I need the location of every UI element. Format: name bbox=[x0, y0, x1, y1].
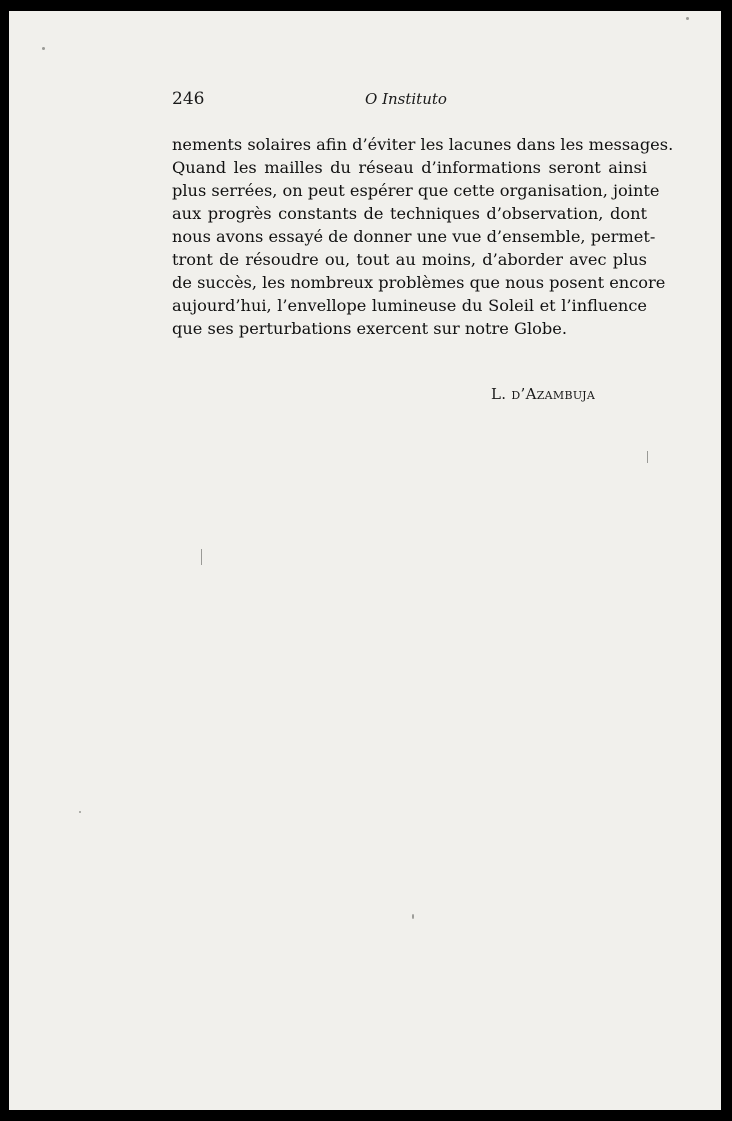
text-line: nous avons essayé de donner une vue d’ensemble, permet- bbox=[172, 227, 656, 246]
text-line: aux progrès constants de techniques d’observation, dont bbox=[172, 204, 647, 223]
scan-speck bbox=[647, 451, 648, 463]
page-header bbox=[9, 89, 721, 113]
author-initial: L. bbox=[491, 385, 507, 403]
running-title: O Instituto bbox=[365, 90, 447, 108]
scan-speck bbox=[42, 47, 45, 50]
scan-speck bbox=[412, 914, 414, 919]
page-number: 246 bbox=[172, 89, 205, 109]
text-line: que ses perturbations exercent sur notre Globe. bbox=[172, 319, 567, 338]
text-line: de succès, les nombreux problèmes que nous posent encore bbox=[172, 273, 666, 292]
document-page bbox=[9, 11, 721, 1110]
text-line: tront de résoudre ou, tout au moins, d’aborder avec plus bbox=[172, 250, 647, 269]
text-line: nements solaires afin d’éviter les lacunes dans les messages. bbox=[172, 135, 674, 154]
text-line: plus serrées, on peut espérer que cette organisation, jointe bbox=[172, 181, 660, 200]
author-name: d’Azambuja bbox=[511, 385, 596, 403]
author-signature bbox=[491, 385, 595, 403]
body-paragraph bbox=[172, 133, 674, 340]
scan-speck bbox=[686, 17, 689, 20]
text-line: aujourd’hui, l’envellope lumineuse du Soleil et l’influence bbox=[172, 296, 647, 315]
scan-speck bbox=[79, 811, 81, 813]
text-line: Quand les mailles du réseau d’informations seront ainsi bbox=[172, 158, 647, 177]
scan-speck bbox=[201, 549, 202, 565]
